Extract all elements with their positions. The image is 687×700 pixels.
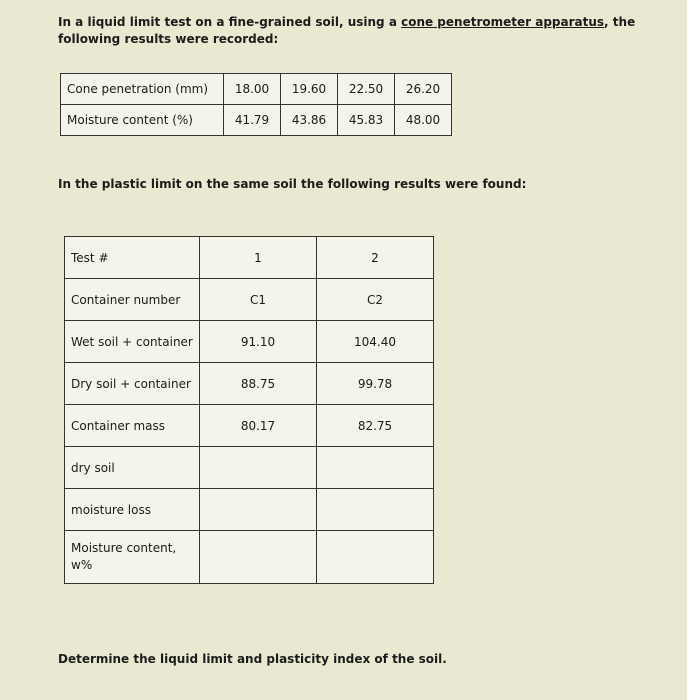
- table-cell: C1: [200, 279, 317, 321]
- intro-text-before: In a liquid limit test on a fine-grained soil, using a: [58, 15, 402, 29]
- table-cell: 1: [200, 237, 317, 279]
- row-label: Moisture content (%): [61, 105, 224, 136]
- row-label: [65, 531, 200, 584]
- table-cell: 91.10: [200, 321, 317, 363]
- liquid-limit-table: [60, 73, 452, 136]
- table-row: [65, 405, 434, 447]
- table-cell: 43.86: [281, 105, 338, 136]
- table-cell: 45.83: [338, 105, 395, 136]
- intro-text-after: , the following results were recorded:: [58, 15, 636, 46]
- table-cell: 99.78: [317, 363, 434, 405]
- table-cell: 48.00: [395, 105, 452, 136]
- table-cell: 26.20: [395, 74, 452, 105]
- table-cell: 80.17: [200, 405, 317, 447]
- table-row: [65, 447, 434, 489]
- table-cell: [200, 531, 317, 584]
- table-cell: 22.50: [338, 74, 395, 105]
- question-text: Determine the liquid limit and plasticity index of the soil.: [58, 652, 447, 666]
- table-row: [61, 105, 452, 136]
- table-cell: 19.60: [281, 74, 338, 105]
- row-label: dry soil: [65, 447, 200, 489]
- row-label: Cone penetration (mm): [61, 74, 224, 105]
- table-cell: 104.40: [317, 321, 434, 363]
- table-cell: 82.75: [317, 405, 434, 447]
- problem-intro: [58, 14, 670, 48]
- row-label: Container mass: [65, 405, 200, 447]
- table-cell: 2: [317, 237, 434, 279]
- table-cell: C2: [317, 279, 434, 321]
- row-label: moisture loss: [65, 489, 200, 531]
- table-row: [65, 321, 434, 363]
- table-cell: 88.75: [200, 363, 317, 405]
- row-label: Test #: [65, 237, 200, 279]
- cone-penetrometer-link[interactable]: cone penetrometer apparatus: [401, 15, 605, 29]
- table-cell: [317, 489, 434, 531]
- table-cell: [317, 531, 434, 584]
- row-label: Container number: [65, 279, 200, 321]
- row-label-text: Moisture content, w%: [71, 541, 177, 572]
- row-label: Wet soil + container: [65, 321, 200, 363]
- table-row: [61, 74, 452, 105]
- table-row: [65, 531, 434, 584]
- table-row: [65, 237, 434, 279]
- row-label: Dry soil + container: [65, 363, 200, 405]
- table-cell: [200, 489, 317, 531]
- table-cell: 41.79: [224, 105, 281, 136]
- table-cell: 18.00: [224, 74, 281, 105]
- table-row: [65, 279, 434, 321]
- table-row: [65, 489, 434, 531]
- table-cell: [200, 447, 317, 489]
- table-row: [65, 363, 434, 405]
- plastic-limit-table: [64, 236, 434, 584]
- plastic-limit-intro: In the plastic limit on the same soil the following results were found:: [58, 177, 527, 191]
- table-cell: [317, 447, 434, 489]
